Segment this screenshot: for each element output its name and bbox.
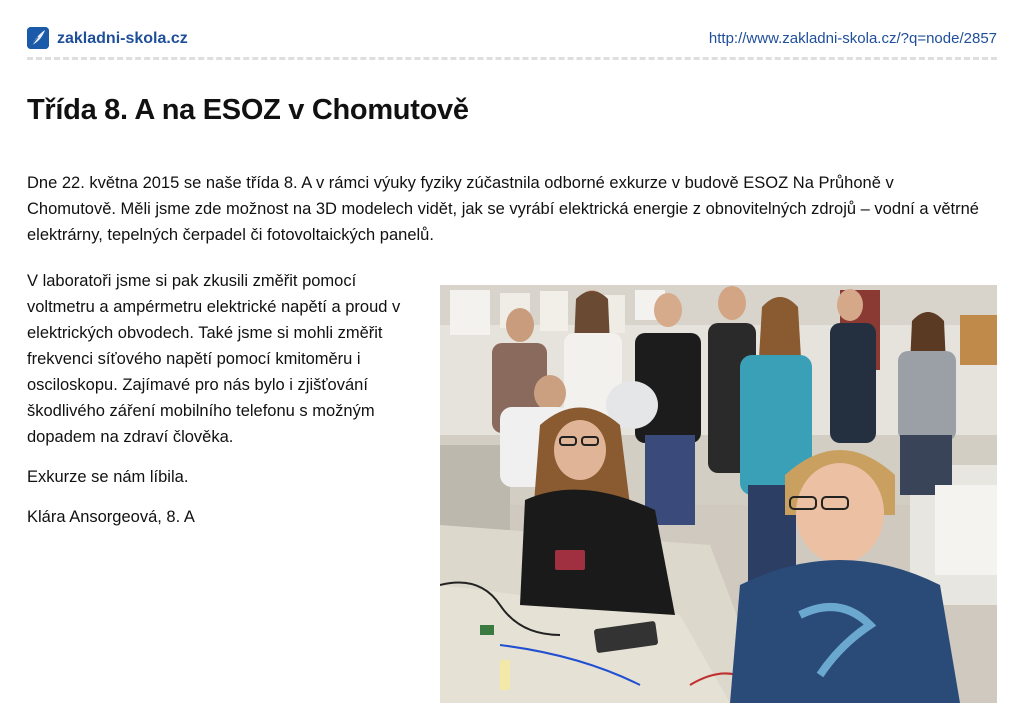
site-name-link[interactable]: zakladni-skola.cz — [57, 30, 188, 47]
article-body — [27, 268, 422, 530]
site-header — [27, 27, 997, 51]
article-title: Třída 8. A na ESOZ v Chomutově — [27, 94, 469, 126]
article-paragraph: V laboratoři jsme si pak zkusili změřit pomocí voltmetru a ampérmetru elektrické napětí a proud v elektrických obvodech. Také jsme si mohli změřit frekvenci síťového napětí pomocí kmitoměru i osciloskopu. Zajímavé pro nás bylo i zjišťování škodlivého záření mobilního telefonu s možným dopadem na zdraví člověka. — [27, 272, 401, 446]
article-closing: Exkurze se nám líbila. — [27, 468, 189, 486]
classroom-photo — [440, 285, 997, 703]
page-url-link[interactable]: http://www.zakladni-skola.cz/?q=node/2857 — [708, 30, 997, 47]
article-intro: Dne 22. května 2015 se naše třída 8. A v rámci výuky fyziky zúčastnila odborné exkurze v budově ESOZ Na Průhoně v Chomutově. Měli jsme zde možnost na 3D modelech vidět, jak se vyrábí elektrická energie z obnovitelných zdrojů – vodní a větrné elektrárny, tepelných čerpadel či fotovoltaických panelů. — [27, 174, 979, 244]
quill-icon[interactable] — [27, 27, 49, 49]
header-divider — [27, 57, 997, 60]
article-author: Klára Ansorgeová, 8. A — [27, 508, 195, 526]
